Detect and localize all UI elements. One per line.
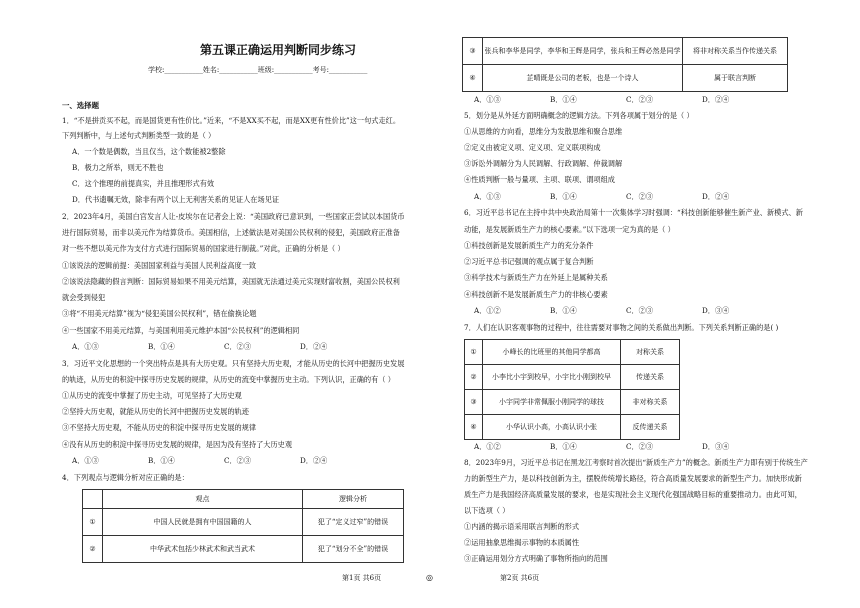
q6-option: D．③④ [702,306,730,315]
student-info-line: 学校:___________姓名:___________班级:___________考号:___________ [148,66,368,74]
q8-statement: ②运用抽象思维揭示事物的本质属性 [464,538,580,547]
q4-option: B．①④ [550,95,577,104]
q7-line: 7．人们在认识客观事物的过程中，往往需要对事物之间的关系做出判断。下列关系判断正确的是( ) [464,323,779,332]
table-header-row [83,490,404,509]
table-cell: 小华认识小高，小高认识小张 [483,415,621,440]
q7-option: B．①④ [550,442,577,451]
table-cell: 犯了“定义过窄”的错误 [303,509,404,536]
q2-option: C．②③ [224,342,252,351]
table-cell: ④ [463,65,483,92]
table-header: 观点 [103,490,303,509]
q2-line: 进行国际贸易，而非以美元作为结算货币。美国相信，上述做法是对美国公民权利的侵犯，美国政府正准备 [62,228,400,237]
table-cell: 反传递关系 [621,415,680,440]
q4-option: A．①③ [474,95,501,104]
q6-statement: ④科技创新不是发展新质生产力的非核心要素 [464,290,608,299]
table-row [465,365,680,390]
q7-option: C．②③ [626,442,654,451]
table-cell: 犯了“划分不全”的错误 [303,536,404,563]
q2-statement: ④一些国家不用美元结算，与美国利用美元维护本国“公民权利”的逻辑相同 [62,326,300,335]
q5-statement: ②定义由被定义项、定义项、定义联项构成 [464,143,601,152]
q6-line: 6．习近平总书记在主持中共中央政治局第十一次集体学习时强调：“科技创新能够催生新产业、新模式、新 [464,208,803,217]
page-title: 第五课正确运用判断同步练习 [200,43,357,57]
table-row [465,340,680,365]
q6-option: C．②③ [626,306,654,315]
q6-statement: ①科技创新是发展新质生产力的充分条件 [464,241,594,250]
table-cell: 中华武术包括少林武术和武当武术 [103,536,303,563]
q1-option: C．这个推理的前提真实，并且推理形式有效 [72,179,215,188]
q3-option: C．②③ [224,456,252,465]
table-cell: ② [465,365,483,390]
table-cell: 芷晴既是公司的老板，也是一个诗人 [483,65,683,92]
q3-option: B．①④ [148,456,175,465]
table-cell: ④ [465,415,483,440]
q4-table [82,489,404,563]
table-cell: 传递关系 [621,365,680,390]
q3-statement: ①从历史的流变中掌握了历史主动，可见坚持了大历史观 [62,391,242,400]
table-cell: ① [465,340,483,365]
section-heading: 一、选择题 [62,101,99,110]
table-cell: 小宇同学非常佩服小刚同学的球技 [483,390,621,415]
q3-line: 3．习近平文化思想的一个突出特点是具有大历史观。只有坚持大历史观，才能从历史的长河中把握历史发展 [62,359,405,368]
table-cell: 非对称关系 [621,390,680,415]
q1-option: B．极力之所举，则无不胜也 [72,163,164,172]
q5-option: D．②④ [702,192,730,201]
q2-statement: ③将“不用美元结算”视为“侵犯美国公民权利”，错在偷换论题 [62,309,257,318]
table-row [465,390,680,415]
q1-option: A．一个数是偶数，当且仅当，这个数能被2整除 [72,147,226,156]
q3-option: A．①③ [72,456,99,465]
q8-statement: ①内涵的揭示语采用联言判断的形式 [464,522,580,531]
q4-option: C．②③ [626,95,654,104]
q5-line: 5．划分是从外延方面明确概念的逻辑方法。下列各项属于划分的是（ ） [464,111,694,120]
q5-option: B．①④ [550,192,577,201]
q7-table [464,339,680,440]
q2-statement: ①该说法的逻辑前提：美国国家利益与美国人民利益高度一致 [62,261,257,270]
q5-statement: ①从思维的方向看，思维分为发散思维和聚合思维 [464,127,623,136]
table-cell: 将非对称关系当作传递关系 [683,38,788,65]
q6-statement: ③科学技术与新质生产力在外延上是属种关系 [464,273,608,282]
q4-option: D．②④ [702,95,730,104]
table-cell: 中国人民就是拥有中国国籍的人 [103,509,303,536]
page-number: 第1页 共6页 [342,574,382,582]
q2-statement: 就会受到侵犯 [62,293,106,302]
q1-line: 1．“不是拼贡买不起，而是国货更有性价比。”近来，“不是XX买不起，而是XX更有性价比”这一句式走红。 [62,116,401,125]
q3-statement: ③不坚持大历史观，不能从历史的积淀中探寻历史发展的规律 [62,423,257,432]
q2-option: B．①④ [148,342,175,351]
q1-line: 下列判断中，与上述句式判断类型一致的是（ ） [62,131,216,140]
q6-line: 动能，是发展新质生产力的核心要素。”以下选项一定为真的是（ ） [464,225,675,234]
q8-line: 质生产力是我国经济高质量发展的要求，也是实现社会主义现代化强国战略目标的重要推动力。由此可知， [464,490,802,499]
table-row [83,536,404,563]
q8-line: 8．2023年9月，习近平总书记在黑龙江考察时首次提出“新质生产力”的概念。新质生产力即有别于传统生产 [464,458,808,467]
q3-line: 的轨迹，从历史的积淀中探寻历史发展的规律，从历史的流变中掌握历史主动。下列认识，正确的有（ ） [62,375,395,384]
q2-statement: ②该说法隐藏的假言判断：国际贸易如果不用美元结算，美国就无法通过美元实现财富收割，美国公民权利 [62,277,400,286]
page-number: 第2页 共6页 [500,574,540,582]
table-row [463,65,788,92]
q2-line: 2．2023年4月，美国白宫发言人让-皮埃尔在记者会上说：“美国政府已意识到，一些国家正尝试以本国货币 [62,212,405,221]
q1-option: D．代书遗嘱无效，除非有两个以上无利害关系的见证人在场见证 [72,195,280,204]
table-cell: ③ [463,38,483,65]
table-cell: ③ [465,390,483,415]
table-cell: 小李比小宇到校早，小宇比小刚到校早 [483,365,621,390]
q3-statement: ④没有从历史的积淀中探寻历史发展的规律，是因为没有坚持了大历史观 [62,440,293,449]
q5-option: C．②③ [626,192,654,201]
q7-option: D．③④ [702,442,730,451]
table-cell: 张兵和李华是同学，李华和王辉是同学，张兵和王辉必然是同学 [483,38,683,65]
q3-statement: ②坚持大历史观，就能从历史的长河中把握历史发展的轨迹 [62,407,249,416]
q8-line: 以下选项（ ） [464,506,510,515]
q4-table-continued [462,37,788,92]
q2-option: A．①③ [72,342,99,351]
q6-statement: ②习近平总书记强调的观点属于复合判断 [464,257,594,266]
table-cell: ② [83,536,103,563]
q3-option: D．②④ [300,456,328,465]
q2-line: 对一些不想以美元作为支付方式进行国际贸易的国家进行制裁。”对此，正确的分析是（ ） [62,244,345,253]
table-cell: 小峰长的比班里的其他同学都高 [483,340,621,365]
table-row [83,509,404,536]
table-cell: ① [83,509,103,536]
table-row [465,415,680,440]
q7-option: A．①② [474,442,501,451]
q8-statement: ③正确运用划分方式明确了事物所指向的范围 [464,554,608,563]
table-row [463,38,788,65]
q5-statement: ③诉讼外调解分为人民调解、行政调解、仲裁调解 [464,159,623,168]
q6-option: B．①④ [550,306,577,315]
q4-line: 4．下列观点与逻辑分析对应正确的是： [62,473,189,482]
q5-statement: ④性质判断一般与量项、主项、联项、谓项组成 [464,175,615,184]
table-cell: 对称关系 [621,340,680,365]
q5-option: A．①③ [474,192,501,201]
table-cell: 属于联言判断 [683,65,788,92]
table-header: 逻辑分析 [303,490,404,509]
table-cell [83,490,103,509]
q6-option: A．①② [474,306,501,315]
q2-option: D．②④ [300,342,328,351]
binding-mark: ◎ [426,573,433,582]
q8-line: 力的新型生产力，是以科技创新为主，摆脱传统增长路径，符合高质量发展要求的新型生产力。加快形成新 [464,474,802,483]
